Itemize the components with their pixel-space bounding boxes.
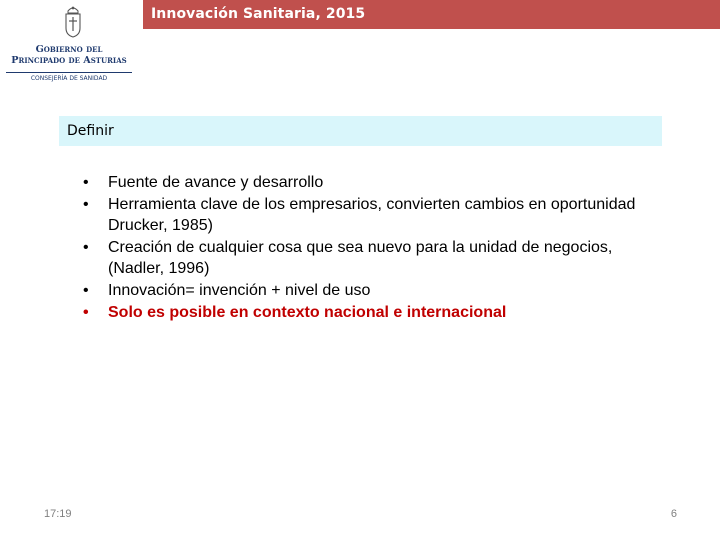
logo-department: CONSEJERÍA DE SANIDAD: [30, 75, 108, 82]
coat-of-arms-icon: [63, 4, 83, 38]
logo-line-1: Gobierno del: [35, 44, 103, 55]
logo-divider: [6, 72, 132, 73]
list-item-text: Innovación= invención + nivel de uso: [108, 281, 371, 299]
bullet-icon: •: [83, 238, 89, 256]
list-item-text: Solo es posible en contexto nacional e internacional: [108, 303, 507, 321]
list-item-text: Herramienta clave de los empresarios, convierten cambios en oportunidad Drucker, 1985): [108, 195, 636, 235]
page-number: 6: [670, 508, 677, 520]
logo-line-2: Principado de Asturias: [11, 55, 127, 66]
slide-header-title: Innovación Sanitaria, 2015: [151, 6, 366, 22]
logo-government-name: [7, 44, 131, 66]
bullet-icon: •: [83, 195, 89, 213]
list-item: [83, 194, 638, 237]
bullet-list: [83, 172, 638, 323]
footer-time: 17:19: [44, 508, 72, 520]
government-logo: [6, 0, 134, 90]
list-item-text: Fuente de avance y desarrollo: [108, 174, 324, 191]
list-item-highlighted: [83, 302, 638, 324]
bullet-icon: •: [83, 281, 89, 299]
bullet-icon: •: [83, 303, 89, 321]
section-heading: Definir: [67, 123, 114, 139]
section-heading-box: [59, 116, 662, 146]
list-item: [83, 237, 638, 280]
list-item: [83, 172, 638, 194]
list-item-text: Creación de cualquier cosa que sea nuevo para la unidad de negocios, (Nadler, 1996): [108, 238, 613, 278]
list-item: [83, 280, 638, 302]
bullet-icon: •: [83, 174, 89, 191]
header-bar: [143, 0, 720, 29]
